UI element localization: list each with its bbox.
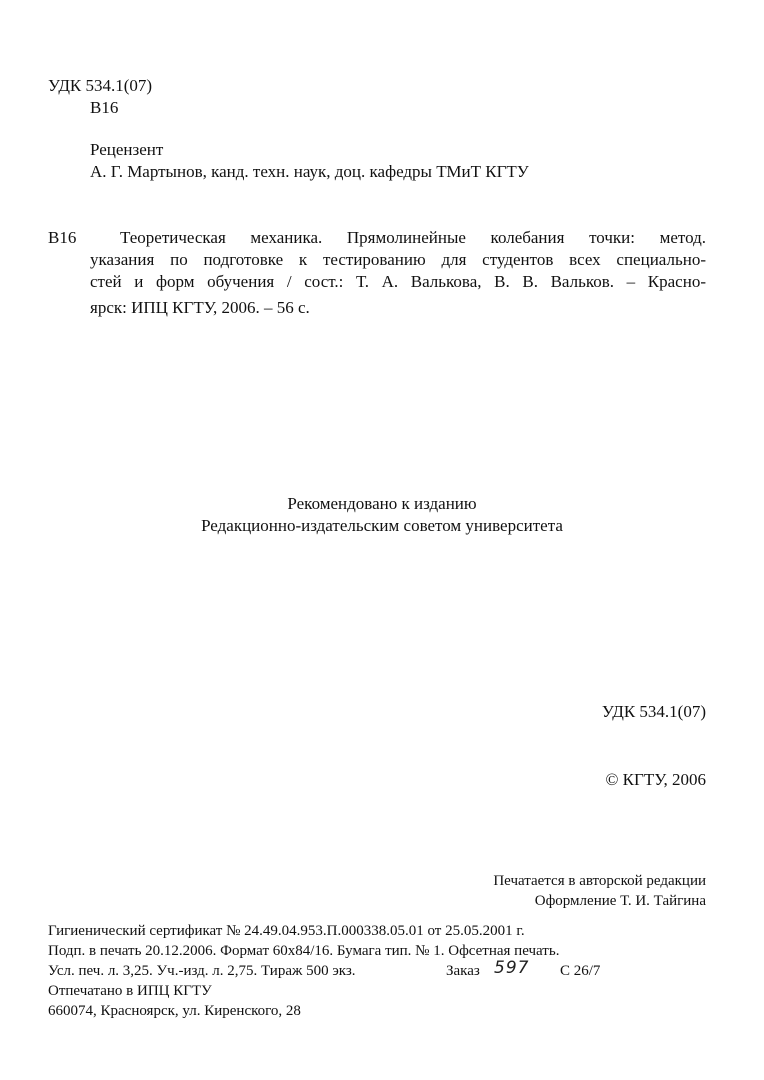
imprint-order-code: С 26/7 [560, 963, 601, 979]
udk-header: УДК 534.1(07) [48, 76, 153, 95]
imprint-order-number: 597 [494, 958, 530, 978]
imprint-volume: Усл. печ. л. 3,25. Уч.-изд. л. 2,75. Тираж 500 экз. [48, 963, 356, 979]
recommendation-line: Рекомендовано к изданию [287, 494, 477, 513]
reviewer-name: А. Г. Мартынов, канд. техн. наук, доц. кафедры ТМиТ КГТУ [90, 162, 529, 181]
imprint-address: 660074, Красноярск, ул. Киренского, 28 [48, 1003, 301, 1019]
imprint-certificate: Гигиенический сертификат № 24.49.04.953.П.000338.05.01 от 25.05.2001 г. [48, 923, 525, 939]
print-note-design: Оформление Т. И. Тайгина [534, 893, 706, 909]
print-note-edition: Печатается в авторской редакции [493, 873, 706, 889]
bib-line: Теоретическая механика. Прямолинейные колебания точки: метод. [120, 228, 706, 247]
library-code-header: B16 [90, 98, 119, 117]
reviewer-label: Рецензент [90, 140, 164, 159]
udk-right: УДК 534.1(07) [601, 702, 706, 721]
bib-line: указания по подготовке к тестированию для студентов всех специально- [90, 250, 706, 269]
imprint-printed-at: Отпечатано в ИПЦ КГТУ [48, 983, 212, 999]
bib-code: B16 [48, 228, 77, 247]
copyright: © КГТУ, 2006 [605, 770, 706, 789]
bib-line: ярск: ИПЦ КГТУ, 2006. – 56 с. [90, 298, 310, 317]
bib-line: стей и форм обучения / сост.: Т. А. Валькова, В. В. Вальков. – Красно- [90, 272, 706, 291]
imprint-signed: Подп. в печать 20.12.2006. Формат 60х84/16. Бумага тип. № 1. Офсетная печать. [48, 943, 560, 959]
recommendation-council: Редакционно-издательским советом университета [201, 516, 563, 535]
imprint-order-label: Заказ [446, 963, 480, 979]
